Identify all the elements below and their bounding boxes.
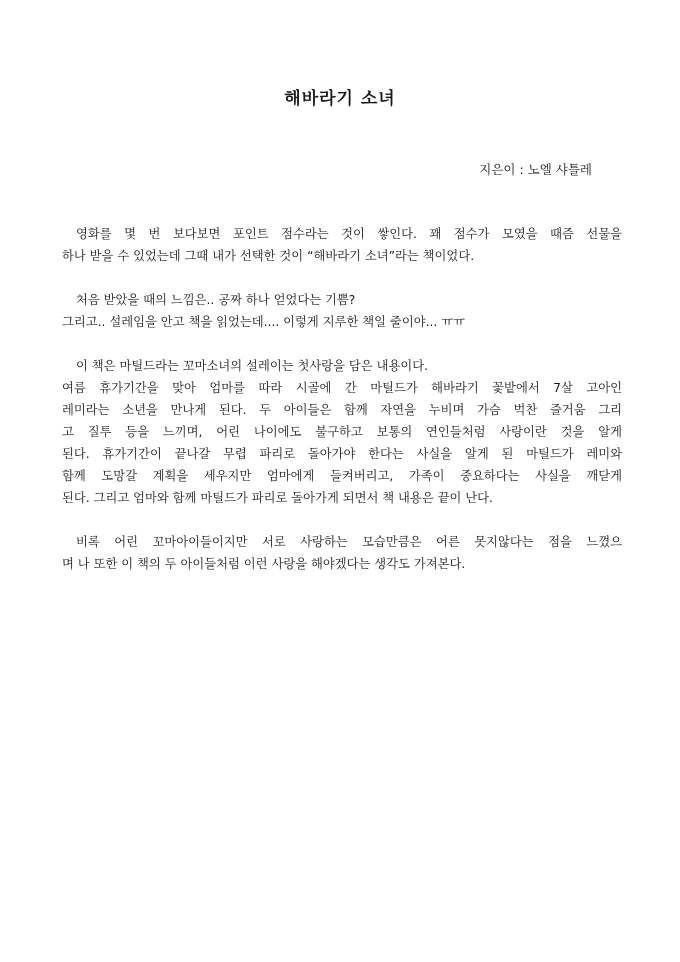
text-line: 된다. 그리고 엄마와 함께 마틸드가 파리로 돌아가게 되면서 책 내용은 끝이 난다. bbox=[62, 491, 493, 505]
author-line: 지은이 : 노엘 샤틀레 bbox=[479, 162, 592, 177]
text-line: 처음 받았을 때의 느낌은.. 공짜 하나 얻었다는 기쁨? bbox=[76, 293, 356, 307]
document-body bbox=[62, 223, 622, 597]
text-line: 비록 어린 꼬마아이들이지만 서로 사랑하는 모습만큼은 어른 못지않다는 점을 느꼈으 bbox=[76, 535, 622, 549]
paragraph-3 bbox=[62, 355, 622, 509]
text-line: 함께 도망갈 계획을 세우지만 엄마에게 들켜버리고, 가족이 중요하다는 사실을 깨닫게 bbox=[62, 469, 622, 483]
text-line: 이 책은 마틸드라는 꼬마소녀의 설레이는 첫사랑을 담은 내용이다. bbox=[76, 359, 428, 373]
paragraph-2 bbox=[62, 289, 622, 333]
text-line: 고 질투 등을 느끼며, 어린 나이에도 불구하고 보통의 연인들처럼 사랑이란 것을 알게 bbox=[62, 425, 622, 439]
document-title: 해바라기 소녀 bbox=[284, 89, 396, 109]
text-line: 레미라는 소년을 만나게 된다. 두 아이들은 함께 자연을 누비며 가슴 벅찬 즐거움 그리 bbox=[62, 403, 622, 417]
paragraph-1 bbox=[62, 223, 622, 267]
text-line: 그리고.. 설레임을 안고 책을 읽었는데.... 이렇게 지루한 책일 줄이야... ㅠㅠ bbox=[62, 315, 465, 329]
paragraph-4 bbox=[62, 531, 622, 575]
text-line: 며 나 또한 이 책의 두 아이들처럼 이런 사랑을 해야겠다는 생각도 가져본다. bbox=[62, 557, 466, 571]
text-line: 영화를 몇 번 보다보면 포인트 점수라는 것이 쌓인다. 꽤 점수가 모였을 때즘 선물을 bbox=[76, 227, 622, 241]
text-line: 여름 휴가기간을 맞아 엄마를 따라 시골에 간 마틸드가 해바라기 꽃밭에서 7살 고아인 bbox=[62, 381, 622, 395]
text-line: 하나 받을 수 있었는데 그때 내가 선택한 것이 “해바라기 소녀”라는 책이었다. bbox=[62, 249, 475, 263]
text-line: 된다. 휴가기간이 끝나갈 무렵 파리로 돌아가야 한다는 사실을 알게 된 마틸드가 레미와 bbox=[62, 447, 622, 461]
